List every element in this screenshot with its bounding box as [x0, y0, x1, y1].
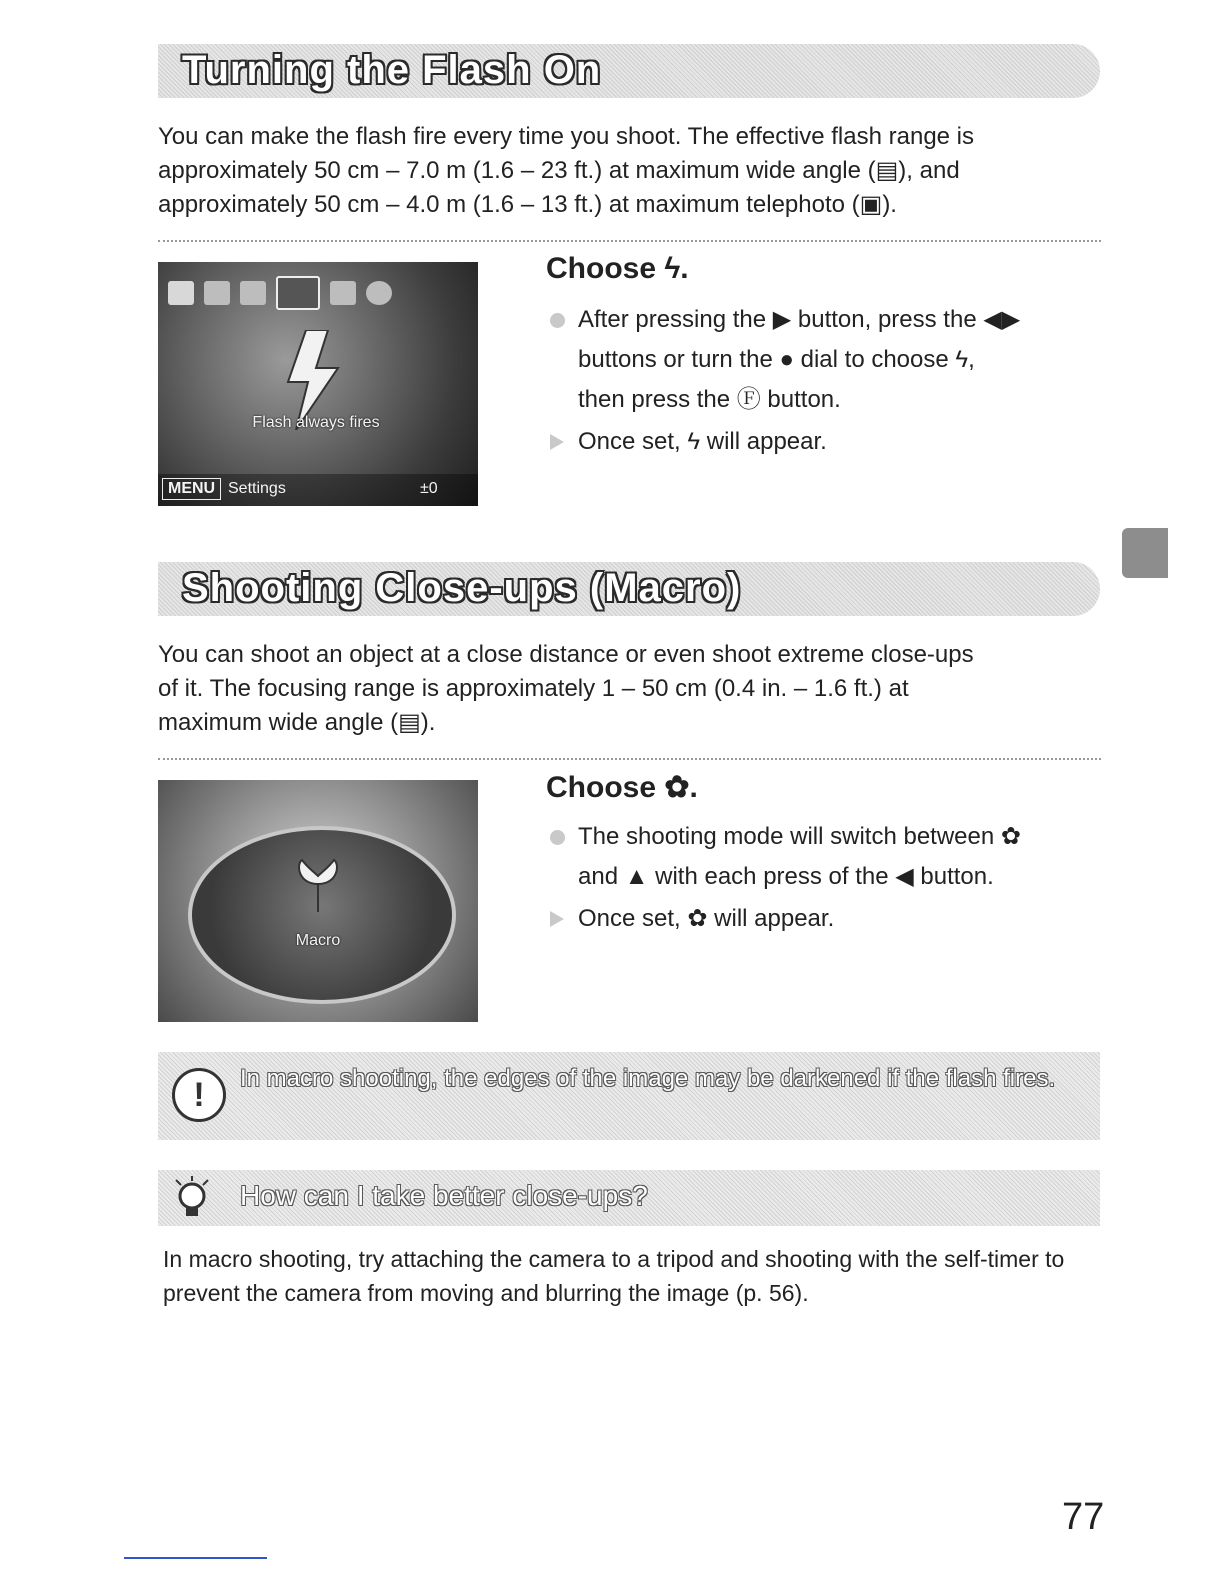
step-title-macro	[546, 770, 698, 805]
page-number: 77	[1062, 1496, 1105, 1538]
step-instruction-line: and ▲ with each press of the ◀ button.	[578, 863, 994, 890]
section-header-macro	[158, 562, 1100, 616]
menu-settings-text: Settings	[228, 480, 286, 497]
caution-icon: !	[172, 1068, 226, 1122]
caution-note	[158, 1052, 1100, 1140]
flash-auto-icon	[168, 281, 194, 305]
macro-screen-photo	[158, 780, 478, 1022]
flash-intro	[158, 120, 1103, 222]
redeye-icon	[204, 281, 230, 305]
footer-rule	[124, 1557, 267, 1559]
divider	[158, 758, 1101, 760]
selected-flash-icon	[276, 276, 320, 310]
divider	[158, 240, 1101, 242]
caution-text: In macro shooting, the edges of the image may be darkened if the flash fires.	[240, 1065, 1056, 1092]
step-instruction-line: then press the Ⓕ button.	[578, 386, 841, 413]
step-result: Once set, ✿ will appear.	[578, 905, 835, 932]
macro-flower-icon	[288, 854, 348, 914]
macro-mode-label: Macro	[295, 932, 341, 949]
menu-button-label: MENU	[162, 478, 221, 500]
flash-on-icon	[240, 281, 266, 305]
flash-screen-photo	[158, 262, 478, 506]
result-arrow-icon	[550, 434, 564, 450]
step-title-flash	[546, 252, 689, 286]
intro-line: approximately 50 cm – 7.0 m (1.6 – 23 ft.) at maximum wide angle (▤), and	[158, 157, 960, 184]
section-title: Turning the Flash On	[182, 48, 602, 92]
exposure-value: ±0	[420, 480, 438, 497]
intro-line: approximately 50 cm – 4.0 m (1.6 – 13 ft.) at maximum telephoto (▣).	[158, 191, 897, 218]
lightbulb-icon	[172, 1176, 212, 1220]
result-arrow-icon	[550, 911, 564, 927]
step-result: Once set, ϟ will appear.	[578, 428, 827, 455]
intro-line: maximum wide angle (▤).	[158, 709, 436, 736]
section-header-flash	[158, 44, 1100, 98]
intro-line: of it. The focusing range is approximately 1 – 50 cm (0.4 in. – 1.6 ft.) at	[158, 675, 909, 702]
step-instruction-line: buttons or turn the ● dial to choose ϟ,	[578, 346, 975, 373]
flash-mode-icon-row	[168, 276, 468, 310]
chapter-tab-marker	[1122, 528, 1168, 578]
step-instruction-line: The shooting mode will switch between ✿	[578, 823, 1021, 850]
slow-sync-icon	[330, 281, 356, 305]
flash-off-icon	[366, 281, 392, 305]
step-title-text: Choose	[546, 252, 657, 285]
macro-icon: ✿	[664, 771, 690, 804]
bullet-icon	[550, 830, 565, 845]
macro-intro	[158, 638, 1103, 740]
step-instruction-line: After pressing the ▶ button, press the ◀▶	[578, 306, 1021, 333]
flash-mode-label: Flash always fires	[252, 414, 380, 431]
intro-line: You can shoot an object at a close distance or even shoot extreme close-ups	[158, 641, 974, 668]
step-title-period: .	[680, 252, 689, 285]
bowl-shape	[188, 826, 456, 1004]
intro-line: You can make the flash fire every time you shoot. The effective flash range is	[158, 123, 975, 150]
tip-title: How can I take better close-ups?	[240, 1180, 648, 1211]
section-title: Shooting Close-ups (Macro)	[182, 566, 742, 610]
step-title-text: Choose	[546, 771, 657, 804]
flash-icon: ϟ	[664, 252, 681, 285]
tip-header	[158, 1170, 1100, 1226]
step-title-period: .	[689, 771, 698, 804]
bullet-icon	[550, 313, 565, 328]
tip-text: In macro shooting, try attaching the camera to a tripod and shooting with the self-timer to prevent the camera from moving and blurring the image (p. 56).	[163, 1246, 1065, 1306]
